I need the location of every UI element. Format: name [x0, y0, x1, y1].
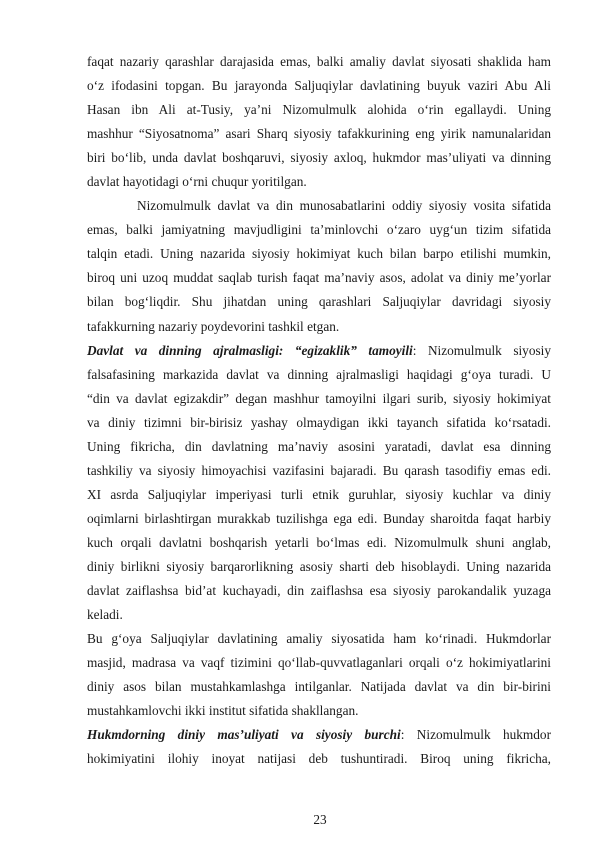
text-line: Hasan ibn Ali at-Tusiy, ya’ni Nizomulmulk alohida o‘rin egallaydi. Uning [87, 102, 551, 118]
text-line: va diniy tizimni bir-birisiz yashay olmaydigan ikki tayanch sifatida ko‘rsatadi. [87, 414, 551, 430]
text-line: masjid, madrasa va vaqf tizimini qo‘llab-quvvatlaganlari orqali o‘z hokimiyatlarini [87, 655, 551, 671]
text-line: davlat hayotidagi o‘rni chuqur yoritilgan. [87, 174, 307, 190]
text-line: “din va davlat egizakdir” degan mashhur tamoyilni ilgari surib, siyosiy hokimiyat [87, 390, 551, 406]
section-heading: Davlat va dinning ajralmasligi: “egizaklik” tamoyili [87, 342, 413, 358]
text-line: o‘z ifodasini topgan. Bu jarayonda Saljuqiylar davlatining buyuk vaziri Abu Ali [87, 78, 551, 94]
heading-colon: : [400, 727, 405, 743]
text-line: Nizomulmulk davlat va din munosabatlarini oddiy siyosiy vosita sifatida [137, 198, 551, 214]
text-line: diniy birlikni siyosiy barqarorlikning asosiy sharti deb hisoblaydi. Uning nazarida [87, 558, 551, 574]
text-line: falsafasining markazida davlat va dinning ajralmasligi haqidagi g‘oya turadi. U [87, 366, 551, 382]
text-line: talqin etadi. Uning nazarida siyosiy hokimiyat kuch bilan barpo etilishi mumkin, [87, 246, 551, 262]
heading-line-text: Nizomulmulk siyosiy [427, 342, 551, 358]
section-heading-line [87, 339, 551, 363]
text-line: davlat zaiflashsa bid’at kuchayadi, din zaiflashsa esa siyosiy parokandalik yuzaga [87, 583, 551, 599]
heading-line-text: Nizomulmulk hukmdor [416, 727, 551, 743]
heading-colon: : [412, 342, 417, 358]
text-line: biri bo‘lib, unda davlat boshqaruvi, siyosiy axloq, hukmdor mas’uliyati va dinning [87, 150, 551, 166]
text-line: hokimiyatini ilohiy inoyat natijasi deb tushuntiradi. Biroq uning fikricha, [87, 751, 551, 767]
text-line: XI asrda Saljuqiylar imperiyasi turli etnik guruhlar, siyosiy kuchlar va diniy [87, 486, 551, 502]
text-line: tafakkurning nazariy poydevorini tashkil etgan. [87, 318, 340, 334]
text-line: kuch orqali davlatni boshqarish yetarli bo‘lmas edi. Nizomulmulk shuni anglab, [87, 534, 551, 550]
section-heading-line [87, 723, 551, 747]
text-line: faqat nazariy qarashlar darajasida emas, balki amaliy davlat siyosati shaklida ham [87, 54, 551, 69]
text-line: mustahkamlovchi ikki institut sifatida shakllangan. [87, 703, 359, 719]
text-line: diniy asos bilan mustahkamlashga intilganlar. Natijada davlat va din bir-birini [87, 679, 551, 695]
body-text [87, 50, 551, 771]
text-line: Bu g‘oya Saljuqiylar davlatining amaliy siyosatida ham ko‘rinadi. Hukmdorlar [87, 631, 551, 647]
text-line: mashhur “Siyosatnoma” asari Sharq siyosiy tafakkurining eng yirik namunalaridan [87, 126, 551, 142]
text-line: emas, balki jamiyatning mavjudligini ta’minlovchi o‘zaro uyg‘un tizim sifatida [87, 222, 551, 238]
text-line: biroq uni uzoq muddat saqlab turish faqat ma’naviy asos, adolat va diniy me’yorlar [87, 270, 551, 286]
text-line: keladi. [87, 607, 123, 623]
page-number: 23 [313, 812, 327, 827]
text-line: Uning fikricha, din davlatning ma’naviy asosini yaratadi, davlat esa dinning [87, 438, 551, 454]
text-line: tashkiliy va siyosiy himoyachisi vazifasini bajaradi. Bu qarash tasodifiy emas edi. [87, 462, 551, 478]
text-line: bilan bog‘liqdir. Shu jihatdan uning qarashlari Saljuqiylar davridagi siyosiy [87, 294, 551, 310]
text-line: oqimlarni birlashtirgan murakkab tuzilishga ega edi. Bunday sharoitda faqat harbiy [87, 510, 551, 526]
section-heading: Hukmdorning diniy mas’uliyati va siyosiy burchi [87, 727, 401, 743]
